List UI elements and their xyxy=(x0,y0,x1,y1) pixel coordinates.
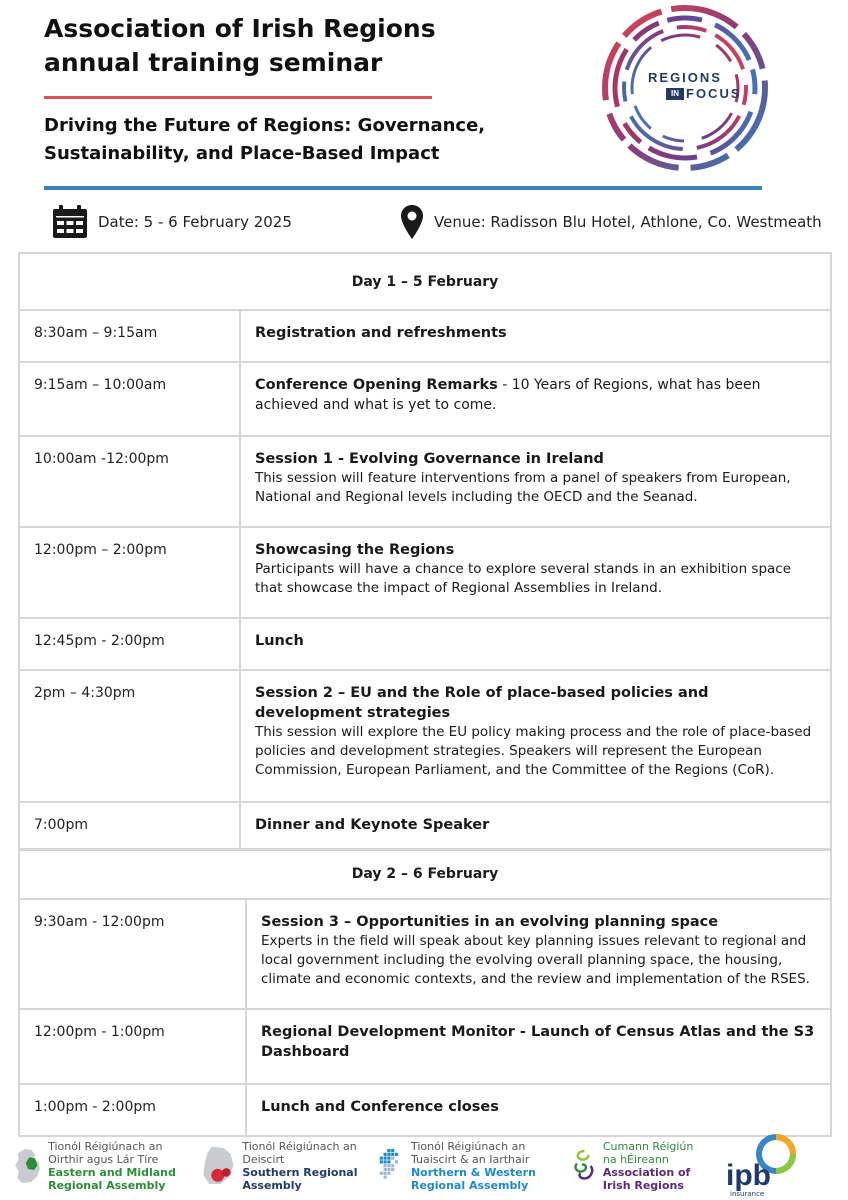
table-row xyxy=(19,436,831,527)
day2-heading: Day 2 – 6 February xyxy=(19,849,831,899)
session-title: Registration and refreshments xyxy=(255,325,507,341)
session-time: 2pm – 4:30pm xyxy=(19,670,240,802)
session-time: 9:15am – 10:00am xyxy=(19,362,240,436)
session-description: This session will explore the EU policy making process and the role of place-based policies and development strategies. Speakers will represent the European Commission, European Parliament, and the Committee of the Regions (CoR). xyxy=(255,724,812,778)
nwra-irish-name: Tionól Réigiúnach an Tuaiscirt & an Iarthair xyxy=(410,1140,530,1166)
session-time: 10:00am -12:00pm xyxy=(19,436,240,527)
location-pin-icon xyxy=(400,204,424,240)
air-irish-name: Cumann Réigiún na hÉireann xyxy=(602,1140,694,1166)
session-cell xyxy=(240,362,831,436)
event-venue xyxy=(400,204,822,240)
nwra-logo xyxy=(376,1132,566,1200)
session-title: Dinner and Keynote Speaker xyxy=(255,817,490,833)
session-time: 12:45pm - 2:00pm xyxy=(19,618,240,670)
session-title: Lunch xyxy=(255,633,304,649)
session-title: Session 2 – EU and the Role of place-based policies and development strategies xyxy=(255,685,709,721)
day1-header-row xyxy=(19,253,831,310)
event-venue-text: Venue: Radisson Blu Hotel, Athlone, Co. Westmeath xyxy=(434,213,822,231)
nwra-english-name: Northern & Western Regional Assembly xyxy=(410,1166,536,1192)
table-row xyxy=(19,618,831,670)
day2-schedule-table xyxy=(18,848,832,1137)
southern-region-map-icon xyxy=(202,1135,236,1197)
session-description: Participants will have a chance to explore several stands in an exhibition space that showcase the impact of Regional Assemblies in Ireland. xyxy=(255,561,792,596)
regions-in-focus-emblem xyxy=(596,2,774,174)
emra-english-name: Eastern and Midland Regional Assembly xyxy=(48,1166,176,1192)
session-cell xyxy=(246,1084,831,1136)
partner-logos xyxy=(0,1132,848,1200)
ireland-map-icon xyxy=(14,1135,42,1197)
event-date-text: Date: 5 - 6 February 2025 xyxy=(98,213,292,231)
session-cell xyxy=(240,436,831,527)
air-logo xyxy=(572,1132,710,1200)
sra-english-name: Southern Regional Assembly xyxy=(242,1166,358,1192)
session-title: Session 3 – Opportunities in an evolving planning space xyxy=(261,914,719,930)
air-swirl-icon xyxy=(572,1136,597,1196)
session-time: 9:30am - 12:00pm xyxy=(19,899,246,1009)
session-cell xyxy=(240,527,831,618)
session-time: 1:00pm - 2:00pm xyxy=(19,1084,246,1136)
session-title: Lunch and Conference closes xyxy=(261,1099,499,1115)
session-title: Regional Development Monitor - Launch of Census Atlas and the S3 Dashboard xyxy=(261,1024,815,1060)
session-description: This session will feature interventions from a panel of speakers from European, National and Regional levels including the OECD and the Seanad. xyxy=(255,470,791,505)
table-row xyxy=(19,310,831,362)
ipb-name: ipb xyxy=(726,1159,771,1192)
ipb-tagline: insurance xyxy=(730,1190,765,1198)
page-title: Association of Irish Regions annual training seminar xyxy=(44,14,436,77)
table-row xyxy=(19,527,831,618)
emra-irish-name: Tionól Réigiúnach an Oirthir agus Lár Tíre xyxy=(48,1140,163,1166)
event-date xyxy=(52,204,292,240)
table-row xyxy=(19,1084,831,1136)
table-row xyxy=(19,899,831,1009)
session-title: Showcasing the Regions xyxy=(255,542,455,558)
session-cell xyxy=(240,670,831,802)
session-time: 7:00pm xyxy=(19,802,240,850)
northern-western-region-map-icon xyxy=(376,1135,405,1197)
table-row xyxy=(19,802,831,850)
session-time: 8:30am – 9:15am xyxy=(19,310,240,362)
calendar-icon xyxy=(52,205,88,239)
logo-focus-text: FOCUS xyxy=(686,86,742,101)
session-description: Experts in the field will speak about key planning issues relevant to regional and local government including the evolving overall planning space, the housing, climate and economic contexts, and the review and implementation of the RSES. xyxy=(261,933,810,987)
session-cell xyxy=(240,310,831,362)
table-row xyxy=(19,362,831,436)
emra-logo xyxy=(14,1132,194,1200)
logo-in-badge: IN xyxy=(666,88,684,100)
table-row xyxy=(19,670,831,802)
table-row xyxy=(19,1009,831,1084)
ipb-logo xyxy=(724,1132,804,1200)
session-cell xyxy=(246,1009,831,1084)
day1-heading: Day 1 – 5 February xyxy=(19,253,831,310)
sra-irish-name: Tionól Réigiúnach an Deiscirt xyxy=(242,1140,357,1166)
day2-header-row xyxy=(19,849,831,899)
session-title: Conference Opening Remarks xyxy=(255,377,498,393)
header-divider xyxy=(44,186,762,190)
sra-logo xyxy=(202,1132,370,1200)
regions-in-focus-logo xyxy=(596,2,774,174)
logo-regions-text: REGIONS xyxy=(648,70,722,85)
session-time: 12:00pm - 1:00pm xyxy=(19,1009,246,1084)
air-english-name: Association of Irish Regions xyxy=(602,1166,691,1192)
session-cell xyxy=(240,802,831,850)
session-title: Session 1 - Evolving Governance in Ireland xyxy=(255,451,604,467)
page-subtitle: Driving the Future of Regions: Governance, Sustainability, and Place-Based Impact xyxy=(44,115,486,164)
title-divider xyxy=(44,96,432,99)
session-time: 12:00pm – 2:00pm xyxy=(19,527,240,618)
session-cell xyxy=(246,899,831,1009)
day1-schedule-table xyxy=(18,252,832,851)
session-cell xyxy=(240,618,831,670)
session-inline-text: - 10 Years of Regions, what has been achieved and what is yet to come. xyxy=(255,377,761,413)
